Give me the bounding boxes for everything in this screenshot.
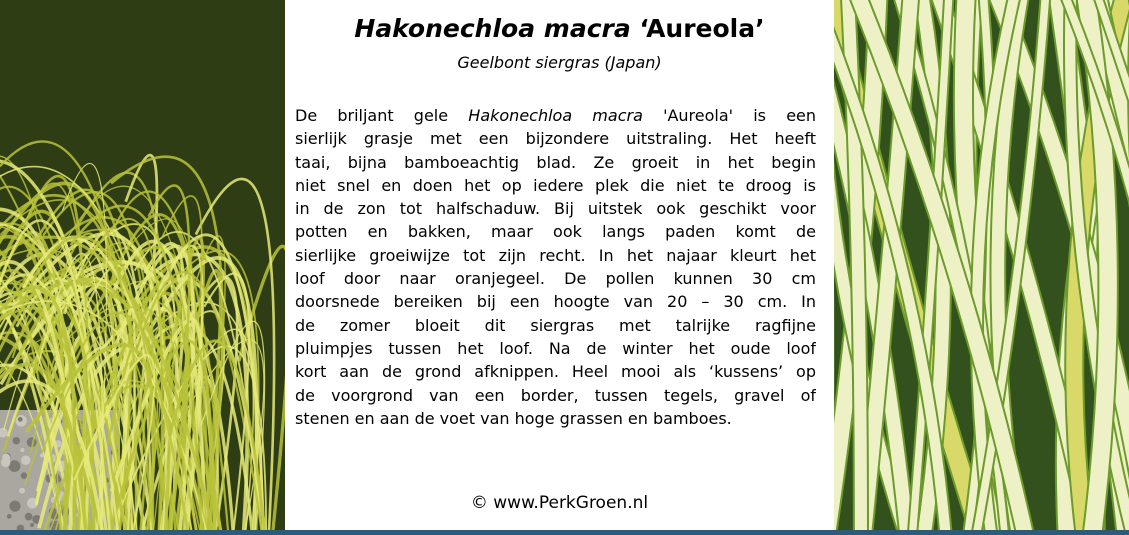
- description-line: kort aan de grond afknippen. Heel mooi als ‘kussens’ op: [295, 362, 816, 382]
- bottom-border: [0, 530, 1129, 535]
- gravel-stone: [20, 448, 24, 452]
- description-italic-name: Hakonechloa macra: [468, 106, 643, 125]
- gravel-stone: [9, 501, 20, 512]
- plant-title: [285, 14, 834, 43]
- description-line: sierlijk grasje met een bijzondere uitstraling. Het heeft: [295, 129, 816, 149]
- gravel-stone: [13, 437, 21, 445]
- gravel-stone: [18, 417, 23, 422]
- grass-clump-image: [0, 0, 285, 530]
- description-text: De briljant gele: [295, 106, 469, 125]
- description-line: pluimpjes tussen het loof. Na de winter het oude loof: [295, 338, 816, 358]
- description-line: de voorgrond van een border, tussen tegels, gravel of: [295, 385, 816, 405]
- description-line: loof door naar oranjegeel. De pollen kunnen 30 cm: [295, 269, 816, 289]
- gravel-stone: [7, 514, 12, 519]
- gravel-stone: [19, 488, 25, 494]
- description-text: 'Aureola' is een: [642, 106, 816, 125]
- plant-description: [295, 104, 816, 430]
- grass-clump-photo: [0, 0, 285, 530]
- plant-common-name: Geelbont siergras (Japan): [457, 53, 662, 72]
- plant-info-card: [285, 0, 834, 530]
- description-line: niet snel en doen het op iedere plek die niet te droog is: [295, 175, 816, 195]
- gravel-stone: [25, 513, 33, 521]
- description-line: stenen en aan de voet van hoge grassen en bamboes.: [295, 408, 732, 428]
- description-line: sierlijke groeiwijze tot zijn recht. In het najaar kleurt het: [295, 245, 816, 265]
- grass-blades-image: [834, 0, 1129, 530]
- gravel-stone: [2, 454, 10, 462]
- gravel-stone: [21, 456, 30, 465]
- gravel-stone: [30, 523, 34, 527]
- description-line: [295, 104, 816, 127]
- description-line: de zomer bloeit dit siergras met talrijke ragfijne: [295, 315, 816, 335]
- description-line: in de zon tot halfschaduw. Bij uitstek ook geschikt voor: [295, 199, 816, 219]
- description-line: doorsnede bereiken bij een hoogte van 20 – 30 cm. In: [295, 292, 816, 312]
- copyright-link[interactable]: © www.PerkGroen.nl: [470, 493, 649, 513]
- description-line: potten en bakken, maar ook langs paden komt de: [295, 222, 816, 242]
- scientific-name: Hakonechloa macra: [354, 14, 631, 43]
- description-line: taai, bijna bamboeachtig blad. Ze groeit in het begin: [295, 152, 816, 172]
- grass-blades-photo: [834, 0, 1129, 530]
- gravel-stone: [21, 472, 28, 479]
- cultivar-name: ‘Aureola’: [630, 14, 765, 43]
